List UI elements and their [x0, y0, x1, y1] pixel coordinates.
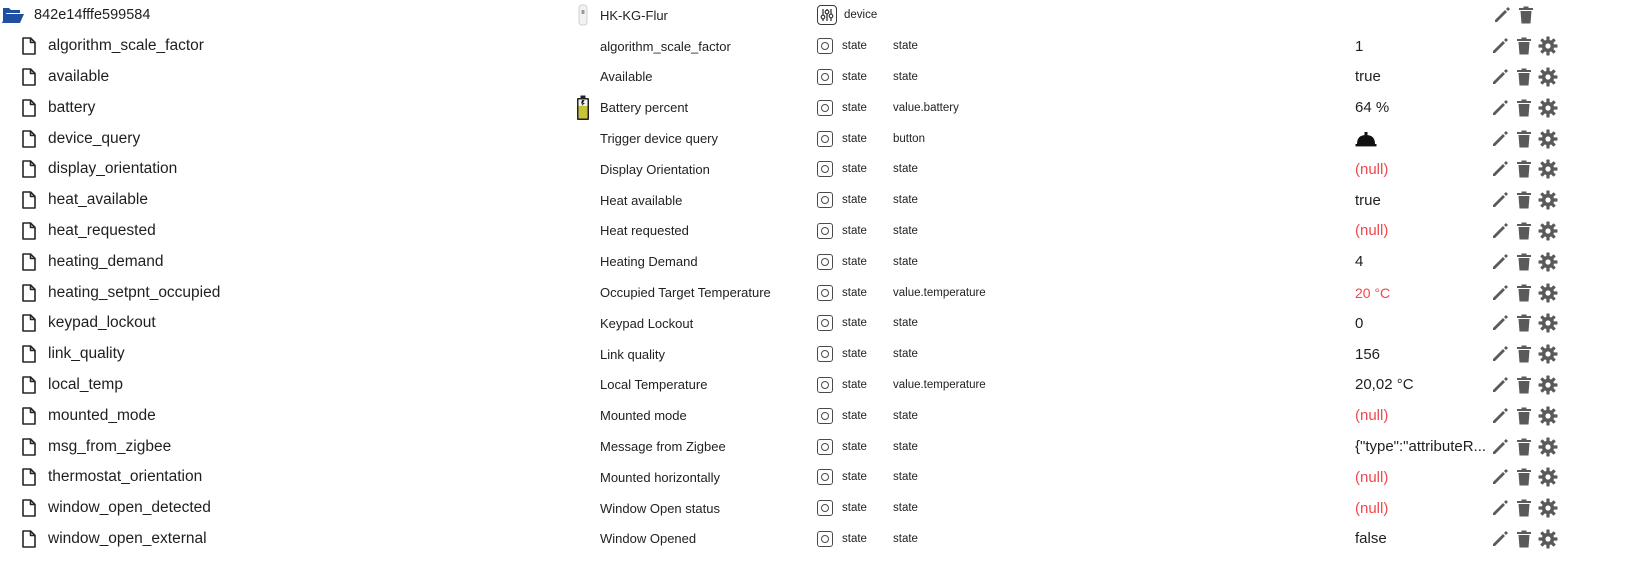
state-type-text: state: [842, 163, 867, 176]
pencil-icon[interactable]: [1490, 529, 1510, 549]
state-role-text: state: [893, 502, 918, 515]
state-label: Mounted mode: [600, 408, 687, 424]
pencil-icon[interactable]: [1490, 313, 1510, 333]
role-icon-slot: [574, 462, 592, 493]
state-type-text: state: [842, 40, 867, 53]
trash-icon[interactable]: [1514, 344, 1534, 364]
state-type-icon: [817, 400, 839, 431]
state-value[interactable]: 1: [1355, 37, 1364, 55]
pencil-icon[interactable]: [1490, 129, 1510, 149]
state-role-text: state: [893, 317, 918, 330]
folder-open-icon[interactable]: [0, 0, 26, 31]
row-actions: [1490, 462, 1560, 493]
state-value[interactable]: 156: [1355, 345, 1381, 363]
row-actions: [1490, 431, 1560, 462]
state-role-text: state: [893, 409, 918, 422]
state-type-icon: [817, 185, 839, 216]
state-value[interactable]: false: [1355, 530, 1387, 548]
state-value[interactable]: 0: [1355, 314, 1364, 332]
state-type-text: state: [842, 440, 867, 453]
state-id: heat_available: [48, 191, 148, 209]
row-actions: [1490, 216, 1560, 247]
state-role-text: value.battery: [893, 101, 959, 114]
state-value[interactable]: true: [1355, 68, 1381, 86]
gear-icon[interactable]: [1538, 36, 1558, 56]
state-role-text: state: [893, 255, 918, 268]
state-role-text: state: [893, 70, 918, 83]
state-value[interactable]: 20,02 °C: [1355, 376, 1414, 394]
role-icon-slot: [574, 277, 592, 308]
state-value[interactable]: 64 %: [1355, 99, 1390, 117]
row-actions: [1490, 277, 1560, 308]
file-icon: [18, 524, 40, 555]
gear-icon[interactable]: [1538, 375, 1558, 395]
state-id: link_quality: [48, 345, 125, 363]
role-icon-slot: [574, 123, 592, 154]
pencil-icon[interactable]: [1490, 252, 1510, 272]
file-icon: [18, 92, 40, 123]
gear-icon[interactable]: [1538, 344, 1558, 364]
state-role-text: state: [893, 224, 918, 237]
state-value[interactable]: 20 °C: [1355, 284, 1391, 301]
trash-icon[interactable]: [1514, 375, 1534, 395]
state-role-text: button: [893, 132, 925, 145]
pencil-icon[interactable]: [1490, 437, 1510, 457]
state-type-text: state: [842, 502, 867, 515]
file-icon: [18, 123, 40, 154]
trash-icon[interactable]: [1514, 129, 1534, 149]
pencil-icon[interactable]: [1490, 67, 1510, 87]
trash-icon[interactable]: [1514, 437, 1534, 457]
file-icon: [18, 277, 40, 308]
gear-icon[interactable]: [1538, 313, 1558, 333]
role-icon-slot: [574, 431, 592, 462]
file-icon: [18, 62, 40, 93]
pencil-icon[interactable]: [1490, 36, 1510, 56]
state-type-icon: [817, 31, 839, 62]
role-icon-slot: [574, 308, 592, 339]
state-label: Keypad Lockout: [600, 315, 694, 331]
state-value[interactable]: (null): [1355, 222, 1389, 240]
gear-icon[interactable]: [1538, 98, 1558, 118]
trash-icon[interactable]: [1516, 5, 1536, 25]
state-type-text: state: [842, 532, 867, 545]
trash-icon[interactable]: [1514, 36, 1534, 56]
state-type-icon: [817, 246, 839, 277]
state-type-icon: [817, 123, 839, 154]
state-type-text: state: [842, 194, 867, 207]
state-label: Battery percent: [600, 100, 689, 116]
state-type-text: state: [842, 70, 867, 83]
gear-icon[interactable]: [1538, 252, 1558, 272]
tree-row-available[interactable]: [0, 62, 1629, 93]
state-label: Trigger device query: [600, 131, 719, 147]
state-type-text: state: [842, 317, 867, 330]
state-id: window_open_external: [48, 529, 207, 547]
state-label: Window Open status: [600, 500, 720, 516]
tree-row-device[interactable]: [0, 0, 1629, 31]
state-id: heat_requested: [48, 221, 156, 239]
pencil-icon[interactable]: [1490, 344, 1510, 364]
state-value[interactable]: (null): [1355, 407, 1389, 425]
state-label: Heat requested: [600, 223, 689, 239]
trash-icon[interactable]: [1514, 252, 1534, 272]
role-icon-slot: [574, 370, 592, 401]
gear-icon[interactable]: [1538, 129, 1558, 149]
state-type-icon: [817, 524, 839, 555]
pencil-icon[interactable]: [1490, 190, 1510, 210]
state-value[interactable]: (null): [1355, 499, 1389, 517]
pencil-icon[interactable]: [1490, 283, 1510, 303]
state-value[interactable]: 4: [1355, 253, 1364, 271]
state-label: Window Opened: [600, 531, 697, 547]
state-id: mounted_mode: [48, 406, 156, 424]
device-label: HK-KG-Flur: [600, 7, 668, 23]
tree-row-device-query[interactable]: [0, 123, 1629, 154]
tree-row-window-open-external[interactable]: [0, 524, 1629, 555]
trash-icon[interactable]: [1514, 98, 1534, 118]
state-type-text: state: [842, 286, 867, 299]
tree-row-algorithm-scale-factor[interactable]: [0, 31, 1629, 62]
pencil-icon[interactable]: [1490, 159, 1510, 179]
state-id: local_temp: [48, 375, 123, 393]
row-actions: [1490, 154, 1560, 185]
state-role-text: state: [893, 532, 918, 545]
state-label: Heating Demand: [600, 254, 698, 270]
state-type-text: state: [842, 132, 867, 145]
tree-row-battery[interactable]: [0, 92, 1629, 123]
device-type-text: device: [844, 9, 878, 22]
tree-row-thermostat-orientation[interactable]: [0, 462, 1629, 493]
trash-icon[interactable]: [1514, 498, 1534, 518]
role-icon-slot: [574, 400, 592, 431]
state-type-icon: [817, 62, 839, 93]
state-id: window_open_detected: [48, 499, 211, 517]
state-role-text: state: [893, 471, 918, 484]
gear-icon[interactable]: [1538, 221, 1558, 241]
state-label: Local Temperature: [600, 377, 708, 393]
state-value[interactable]: (null): [1355, 468, 1389, 486]
state-value[interactable]: (null): [1355, 160, 1389, 178]
role-icon-slot: [574, 216, 592, 247]
row-actions: [1490, 246, 1560, 277]
state-value[interactable]: {"type":"attributeR...: [1355, 438, 1487, 456]
state-type-icon: [817, 493, 839, 524]
state-id: thermostat_orientation: [48, 468, 203, 486]
state-label: Display Orientation: [600, 161, 710, 177]
state-id: device_query: [48, 129, 141, 147]
device-type-icon: [817, 0, 839, 31]
state-role-text: value.temperature: [893, 378, 986, 391]
file-icon: [18, 370, 40, 401]
file-icon: [18, 216, 40, 247]
state-label: Link quality: [600, 346, 666, 362]
gear-icon[interactable]: [1538, 159, 1558, 179]
gear-icon[interactable]: [1538, 437, 1558, 457]
file-icon: [18, 339, 40, 370]
state-id: heating_setpnt_occupied: [48, 283, 221, 301]
tree-row-display-orientation[interactable]: [0, 154, 1629, 185]
trash-icon[interactable]: [1514, 406, 1534, 426]
state-type-icon: [817, 462, 839, 493]
state-role-text: state: [893, 440, 918, 453]
tree-row-heating-demand[interactable]: [0, 246, 1629, 277]
state-role-text: state: [893, 194, 918, 207]
file-icon: [18, 154, 40, 185]
gear-icon[interactable]: [1538, 529, 1558, 549]
trash-icon[interactable]: [1514, 159, 1534, 179]
row-actions: [1490, 370, 1560, 401]
row-actions: [1490, 185, 1560, 216]
row-actions: [1490, 524, 1560, 555]
role-icon-slot: [574, 62, 592, 93]
state-label: Message from Zigbee: [600, 439, 726, 455]
row-actions: [1490, 339, 1560, 370]
device-image-icon: [574, 0, 592, 31]
trash-icon[interactable]: [1514, 67, 1534, 87]
pencil-icon[interactable]: [1490, 98, 1510, 118]
state-id: msg_from_zigbee: [48, 437, 172, 455]
gear-icon[interactable]: [1538, 283, 1558, 303]
state-type-text: state: [842, 471, 867, 484]
pencil-icon[interactable]: [1490, 467, 1510, 487]
state-id: keypad_lockout: [48, 314, 156, 332]
tree-row-local-temp[interactable]: [0, 370, 1629, 401]
state-type-icon: [817, 92, 839, 123]
role-icon-slot: [574, 246, 592, 277]
file-icon: [18, 493, 40, 524]
state-id: display_orientation: [48, 160, 178, 178]
state-label: Heat available: [600, 192, 683, 208]
pencil-icon[interactable]: [1490, 375, 1510, 395]
state-type-icon: [817, 154, 839, 185]
state-type-icon: [817, 277, 839, 308]
row-actions: [1490, 400, 1560, 431]
tree-row-heat-requested[interactable]: [0, 216, 1629, 247]
pencil-icon[interactable]: [1490, 406, 1510, 426]
state-id: battery: [48, 98, 96, 116]
file-icon: [18, 185, 40, 216]
state-id: algorithm_scale_factor: [48, 37, 204, 55]
state-type-text: state: [842, 224, 867, 237]
row-actions: [1490, 62, 1560, 93]
state-role-text: value.temperature: [893, 286, 986, 299]
state-type-icon: [817, 370, 839, 401]
file-icon: [18, 31, 40, 62]
file-icon: [18, 400, 40, 431]
row-actions: [1490, 308, 1560, 339]
trash-icon[interactable]: [1514, 190, 1534, 210]
state-label: Mounted horizontally: [600, 469, 720, 485]
gear-icon[interactable]: [1538, 467, 1558, 487]
role-icon-slot: [574, 31, 592, 62]
state-type-text: state: [842, 255, 867, 268]
trash-icon[interactable]: [1514, 221, 1534, 241]
state-type-icon: [817, 339, 839, 370]
row-actions: [1490, 31, 1560, 62]
trash-icon[interactable]: [1514, 529, 1534, 549]
pencil-icon[interactable]: [1490, 498, 1510, 518]
tree-row-heating-setpnt-occupied[interactable]: [0, 277, 1629, 308]
tree-row-heat-available[interactable]: [0, 185, 1629, 216]
file-icon: [18, 431, 40, 462]
state-id: heating_demand: [48, 252, 164, 270]
row-actions: [1490, 92, 1560, 123]
trash-icon[interactable]: [1514, 283, 1534, 303]
file-icon: [18, 462, 40, 493]
row-actions: [1492, 0, 1562, 31]
role-icon-slot: [574, 524, 592, 555]
gear-icon[interactable]: [1538, 67, 1558, 87]
state-type-text: state: [842, 378, 867, 391]
state-label: Occupied Target Temperature: [600, 285, 771, 301]
state-label: algorithm_scale_factor: [600, 38, 731, 54]
bell-button-icon[interactable]: [1355, 123, 1491, 154]
pencil-icon[interactable]: [1492, 5, 1512, 25]
row-actions: [1490, 493, 1560, 524]
battery-icon: [574, 92, 592, 123]
role-icon-slot: [574, 185, 592, 216]
tree-row-keypad-lockout[interactable]: [0, 308, 1629, 339]
role-icon-slot: [574, 339, 592, 370]
state-label: Available: [600, 69, 653, 85]
state-type-icon: [817, 308, 839, 339]
state-role-text: state: [893, 40, 918, 53]
device-id: 842e14fffe599584: [34, 7, 151, 24]
state-type-text: state: [842, 409, 867, 422]
file-icon: [18, 308, 40, 339]
tree-row-mounted-mode[interactable]: [0, 400, 1629, 431]
state-value[interactable]: true: [1355, 191, 1381, 209]
state-role-text: state: [893, 163, 918, 176]
tree-row-link-quality[interactable]: [0, 339, 1629, 370]
tree-row-window-open-detected[interactable]: [0, 493, 1629, 524]
trash-icon[interactable]: [1514, 313, 1534, 333]
pencil-icon[interactable]: [1490, 221, 1510, 241]
trash-icon[interactable]: [1514, 467, 1534, 487]
role-icon-slot: [574, 493, 592, 524]
gear-icon[interactable]: [1538, 406, 1558, 426]
gear-icon[interactable]: [1538, 498, 1558, 518]
tree-row-msg-from-zigbee[interactable]: [0, 431, 1629, 462]
state-type-text: state: [842, 348, 867, 361]
row-actions: [1490, 123, 1560, 154]
file-icon: [18, 246, 40, 277]
state-type-icon: [817, 216, 839, 247]
gear-icon[interactable]: [1538, 190, 1558, 210]
role-icon-slot: [574, 154, 592, 185]
state-type-icon: [817, 431, 839, 462]
state-id: available: [48, 67, 110, 85]
state-role-text: state: [893, 348, 918, 361]
state-type-text: state: [842, 101, 867, 114]
